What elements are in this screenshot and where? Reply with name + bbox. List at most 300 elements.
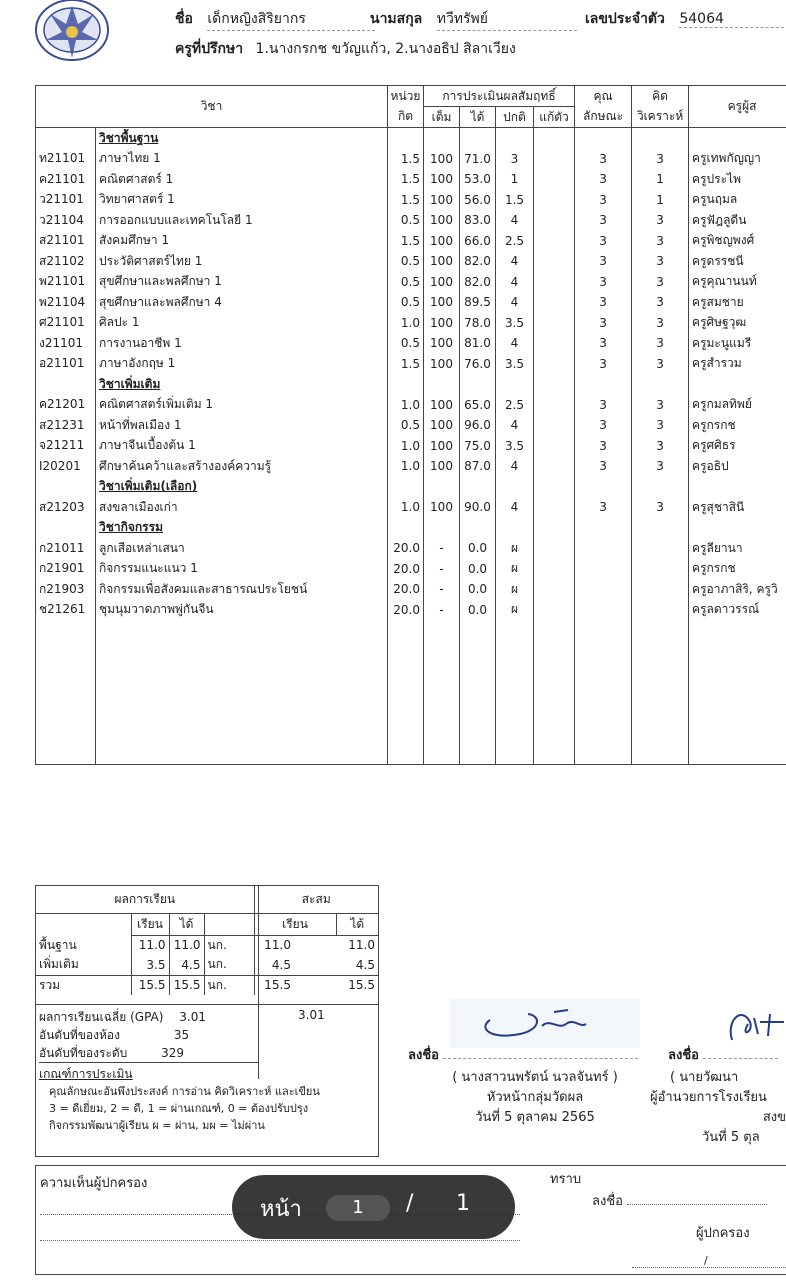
name-label: ชื่อ — [175, 11, 193, 27]
results-heading: ผลการเรียน — [36, 886, 254, 913]
cell-name: หน้าที่พลเมือง 1 — [96, 415, 388, 436]
header-teacher: ครูผู้ส — [689, 86, 786, 128]
cell-grade: 4 — [496, 251, 534, 272]
cell-code: ว21101 — [36, 190, 96, 211]
cell-char: 3 — [575, 190, 632, 211]
cell-code: ก21011 — [36, 538, 96, 559]
cell-credit: 1.0 — [388, 456, 424, 477]
table-row — [36, 190, 786, 211]
cell-code: ง21101 — [36, 333, 96, 354]
criteria-line-1: คุณลักษณะอันพึงประสงค์ การอ่าน คิดวิเคราะห์ และเขียน — [49, 1085, 320, 1098]
cell-grade: 4 — [496, 415, 534, 436]
summary-row — [36, 955, 378, 975]
cell-grade: ผ — [496, 559, 534, 580]
table-row — [36, 169, 786, 190]
section-row — [36, 518, 786, 539]
cell-full: - — [424, 579, 460, 600]
cell-code: จ21211 — [36, 436, 96, 457]
cell-think: 3 — [632, 313, 689, 334]
cell-char — [575, 559, 632, 580]
cell-full: - — [424, 600, 460, 621]
section-title: วิชาพื้นฐาน — [96, 128, 388, 149]
study-heading: เรียน — [131, 913, 169, 935]
cell-fix — [534, 579, 575, 600]
advisor-names: 1.นางกรกช ขวัญแก้ว, 2.นางอธิป สิลาเวียง — [255, 41, 516, 57]
cell-name: ศึกษาค้นคว้าและสร้างองค์ความรู้ — [96, 456, 388, 477]
cell-think: 1 — [632, 190, 689, 211]
acknowledge-label: ทราบ — [550, 1172, 582, 1187]
cell-teacher: ครูศิษฐวุฒ — [689, 313, 786, 334]
cell-got: 0.0 — [460, 559, 496, 580]
cell-credit: 1.5 — [388, 231, 424, 252]
cell-full: 100 — [424, 210, 460, 231]
cell-code: I20201 — [36, 456, 96, 477]
cell-think — [632, 579, 689, 600]
parent-opinion-box: ความเห็นผู้ปกครอง ทราบ ลงชื่อ ผู้ปกครอง / — [35, 1165, 786, 1275]
cell-fix — [534, 210, 575, 231]
summary-box — [35, 885, 379, 1157]
cell-got: 65.0 — [460, 395, 496, 416]
header-credit: หน่วย — [388, 86, 424, 107]
table-row — [36, 600, 786, 621]
grades-table — [35, 85, 786, 765]
cell-teacher: ครูคุณานนท์ — [689, 272, 786, 293]
student-id: 54064 — [679, 11, 786, 28]
cell-code: ศ21101 — [36, 313, 96, 334]
cell-code: ค21201 — [36, 395, 96, 416]
table-row — [36, 210, 786, 231]
cell-think: 3 — [632, 231, 689, 252]
header-thinking: คิด — [632, 86, 689, 107]
left-signer-title: หัวหน้ากลุ่มวัดผล — [486, 1090, 584, 1105]
cell-got: 53.0 — [460, 169, 496, 190]
cell-code: พ21101 — [36, 272, 96, 293]
cell-fix — [534, 600, 575, 621]
summary-rows — [36, 935, 378, 995]
summary-label: พื้นฐาน — [39, 937, 77, 952]
cell-fix — [534, 395, 575, 416]
table-row — [36, 272, 786, 293]
empty-row — [36, 682, 786, 703]
header-fix: แก้ตัว — [534, 107, 575, 128]
cell-name: สงขลาเมืองเก่า — [96, 497, 388, 518]
empty-row — [36, 641, 786, 662]
cell-code: พ21104 — [36, 292, 96, 313]
gpa-cumulative: 3.01 — [298, 1008, 325, 1022]
summary-row — [36, 935, 378, 955]
cell-think: 3 — [632, 333, 689, 354]
section-row — [36, 477, 786, 498]
cell-char: 3 — [575, 149, 632, 170]
cell-fix — [534, 333, 575, 354]
summary-got: 11.0 — [169, 935, 204, 955]
summary-c_got: 15.5 — [336, 975, 378, 995]
advisor-label: ครูที่ปรึกษา — [175, 41, 244, 57]
cell-name: ประวัติศาสตร์ไทย 1 — [96, 251, 388, 272]
student-surname: ทวีทรัพย์ — [437, 8, 577, 31]
cell-teacher: ครูฟัฎลูดีน — [689, 210, 786, 231]
cell-name: คณิตศาสตร์เพิ่มเติม 1 — [96, 395, 388, 416]
summary-unit: นก. — [204, 955, 234, 975]
summary-study: 3.5 — [131, 955, 169, 975]
cell-name: ชุมนุมวาดภาพพู่กันจีน — [96, 600, 388, 621]
cell-got: 78.0 — [460, 313, 496, 334]
cell-code: ว21104 — [36, 210, 96, 231]
cell-code: ก21903 — [36, 579, 96, 600]
cell-fix — [534, 354, 575, 375]
cell-char: 3 — [575, 456, 632, 477]
cell-grade: 4 — [496, 497, 534, 518]
student-name: เด็กหญิงสิริยากร — [207, 8, 375, 31]
cell-char: 3 — [575, 333, 632, 354]
cell-fix — [534, 149, 575, 170]
cell-full: 100 — [424, 313, 460, 334]
page-indicator — [232, 1175, 515, 1239]
cell-think: 3 — [632, 415, 689, 436]
header-character-2: ลักษณะ — [575, 107, 632, 128]
summary-label: รวม — [36, 975, 131, 995]
cell-name: การออกแบบและเทคโนโลยี 1 — [96, 210, 388, 231]
grades-body — [36, 128, 786, 765]
cell-teacher: ครูมะนูแมรี — [689, 333, 786, 354]
cell-credit: 1.0 — [388, 436, 424, 457]
cell-grade: ผ — [496, 538, 534, 559]
cell-char: 3 — [575, 395, 632, 416]
criteria-line-2: 3 = ดีเยี่ยม, 2 = ดี, 1 = ผ่านเกณฑ์, 0 = ต้องปรับปรุง — [49, 1102, 309, 1115]
cell-code: ส21203 — [36, 497, 96, 518]
cell-name: กิจกรรมแนะแนว 1 — [96, 559, 388, 580]
cell-char: 3 — [575, 210, 632, 231]
cell-full: 100 — [424, 251, 460, 272]
header-character: คุณ — [575, 86, 632, 107]
cell-got: 56.0 — [460, 190, 496, 211]
cell-name: ภาษาไทย 1 — [96, 149, 388, 170]
right-signer-title: ผู้อำนวยการโรงเรียน — [650, 1090, 767, 1105]
cell-grade: ผ — [496, 600, 534, 621]
section-title: วิชาเพิ่มเติม(เลือก) — [96, 477, 388, 498]
cell-got: 71.0 — [460, 149, 496, 170]
empty-row — [36, 661, 786, 682]
cell-credit: 0.5 — [388, 251, 424, 272]
cell-name: กิจกรรมเพื่อสังคมและสาธารณประโยชน์ — [96, 579, 388, 600]
cell-char: 3 — [575, 497, 632, 518]
cell-think: 3 — [632, 354, 689, 375]
cell-grade: 2.5 — [496, 231, 534, 252]
cell-grade: 3 — [496, 149, 534, 170]
gpa-value: 3.01 — [179, 1010, 206, 1024]
table-row — [36, 579, 786, 600]
table-row — [36, 251, 786, 272]
cell-credit: 1.5 — [388, 190, 424, 211]
cell-code: ก21901 — [36, 559, 96, 580]
left-signer-date: วันที่ 5 ตุลาคม 2565 — [475, 1110, 595, 1125]
cell-code: ค21101 — [36, 169, 96, 190]
table-row — [36, 415, 786, 436]
table-row — [36, 436, 786, 457]
header-subject: วิชา — [36, 86, 388, 128]
right-signer-title-2: สงข — [762, 1110, 786, 1125]
cell-name: สังคมศึกษา 1 — [96, 231, 388, 252]
table-row — [36, 395, 786, 416]
cell-credit: 1.5 — [388, 169, 424, 190]
header-full: เต็ม — [424, 107, 460, 128]
summary-row — [36, 975, 378, 995]
parent-opinion-label: ความเห็นผู้ปกครอง — [40, 1176, 148, 1191]
level-rank-value: 329 — [161, 1046, 185, 1060]
cell-full: 100 — [424, 333, 460, 354]
cum-got-heading: ได้ — [336, 913, 378, 935]
table-row — [36, 497, 786, 518]
right-signer-date: วันที่ 5 ตุล — [702, 1130, 760, 1145]
cell-got: 0.0 — [460, 538, 496, 559]
cell-got: 90.0 — [460, 497, 496, 518]
cell-grade: 1 — [496, 169, 534, 190]
cell-fix — [534, 538, 575, 559]
table-row — [36, 354, 786, 375]
surname-label: นามสกุล — [370, 11, 423, 27]
cell-code: ช21261 — [36, 600, 96, 621]
table-row — [36, 538, 786, 559]
cell-full: 100 — [424, 497, 460, 518]
summary-c_study: 15.5 — [254, 975, 294, 995]
cell-char: 3 — [575, 436, 632, 457]
cell-name: สุขศึกษาและพลศึกษา 4 — [96, 292, 388, 313]
cell-got: 75.0 — [460, 436, 496, 457]
cell-full: 100 — [424, 354, 460, 375]
summary-study: 11.0 — [131, 935, 169, 955]
criteria-line-3: กิจกรรมพัฒนาผู้เรียน ผ = ผ่าน, มผ = ไม่ผ่าน — [49, 1119, 265, 1132]
cell-code: อ21101 — [36, 354, 96, 375]
cell-char — [575, 579, 632, 600]
cell-full: 100 — [424, 415, 460, 436]
cell-think: 3 — [632, 272, 689, 293]
table-row — [36, 313, 786, 334]
cell-think: 3 — [632, 436, 689, 457]
cell-teacher: ครูประไพ — [689, 169, 786, 190]
cell-think: 3 — [632, 251, 689, 272]
cell-full: 100 — [424, 169, 460, 190]
summary-study: 15.5 — [131, 975, 169, 995]
cell-full: 100 — [424, 149, 460, 170]
class-rank-value: 35 — [173, 1028, 190, 1042]
cell-credit: 1.0 — [388, 497, 424, 518]
right-signer-name: ( นายวัฒนา — [670, 1070, 739, 1085]
cell-credit: 1.0 — [388, 313, 424, 334]
table-row — [36, 149, 786, 170]
page-label: หน้า — [260, 1197, 302, 1222]
cell-name: ศิลปะ 1 — [96, 313, 388, 334]
cell-fix — [534, 251, 575, 272]
class-rank-label: อันดับที่ของห้อง — [39, 1028, 120, 1042]
header-credit-2: กิต — [388, 107, 424, 128]
cell-grade: ผ — [496, 579, 534, 600]
table-row — [36, 333, 786, 354]
cell-credit: 20.0 — [388, 538, 424, 559]
cell-teacher: ครูศศิธร — [689, 436, 786, 457]
cell-teacher: ครูพิชญพงศ์ — [689, 231, 786, 252]
cell-code: ส21102 — [36, 251, 96, 272]
cell-full: 100 — [424, 272, 460, 293]
cell-teacher: ครูสุชาสินี — [689, 497, 786, 518]
cell-char: 3 — [575, 231, 632, 252]
cell-name: ภาษาจีนเบื้องต้น 1 — [96, 436, 388, 457]
cell-got: 66.0 — [460, 231, 496, 252]
cell-think: 3 — [632, 149, 689, 170]
summary-got: 15.5 — [169, 975, 204, 995]
cell-credit: 20.0 — [388, 579, 424, 600]
cell-full: - — [424, 538, 460, 559]
cell-teacher: ครูลียานา — [689, 538, 786, 559]
sign-label-right: ลงชื่อ — [668, 1048, 699, 1063]
gpa-label: ผลการเรียนเฉลี่ย (GPA) — [39, 1010, 164, 1024]
cell-grade: 1.5 — [496, 190, 534, 211]
cell-grade: 4 — [496, 292, 534, 313]
cell-name: การงานอาชีพ 1 — [96, 333, 388, 354]
got-heading: ได้ — [169, 913, 204, 935]
cell-grade: 4 — [496, 333, 534, 354]
cell-credit: 20.0 — [388, 600, 424, 621]
section-row — [36, 128, 786, 149]
cell-got: 83.0 — [460, 210, 496, 231]
cell-credit: 0.5 — [388, 210, 424, 231]
cell-fix — [534, 190, 575, 211]
cell-credit: 1.5 — [388, 149, 424, 170]
cell-think: 3 — [632, 395, 689, 416]
school-logo — [32, 0, 112, 68]
cell-grade: 4 — [496, 272, 534, 293]
cell-got: 96.0 — [460, 415, 496, 436]
header-got: ได้ — [460, 107, 496, 128]
signature-right — [718, 1000, 786, 1050]
cell-name: ลูกเสือเหล่าเสนา — [96, 538, 388, 559]
cell-think: 3 — [632, 292, 689, 313]
summary-label: เพิ่มเติม — [39, 957, 79, 972]
cell-full: 100 — [424, 292, 460, 313]
cell-char: 3 — [575, 415, 632, 436]
cell-grade: 3.5 — [496, 354, 534, 375]
cell-name: วิทยาศาสตร์ 1 — [96, 190, 388, 211]
cell-full: 100 — [424, 436, 460, 457]
criteria-title: เกณฑ์การประเมิน — [39, 1067, 133, 1081]
section-row — [36, 374, 786, 395]
cell-full: 100 — [424, 231, 460, 252]
table-row — [36, 231, 786, 252]
cell-grade: 3.5 — [496, 436, 534, 457]
cum-study-heading: เรียน — [254, 913, 336, 935]
cumulative-heading: สะสม — [254, 886, 378, 913]
cell-grade: 4 — [496, 210, 534, 231]
cell-full: 100 — [424, 395, 460, 416]
page-number-input[interactable]: 1 — [326, 1195, 390, 1221]
cell-think: 3 — [632, 210, 689, 231]
cell-got: 87.0 — [460, 456, 496, 477]
cell-teacher: ครูดรรชนี — [689, 251, 786, 272]
page-total: 1 — [456, 1191, 470, 1216]
cell-credit: 0.5 — [388, 333, 424, 354]
cell-credit: 0.5 — [388, 272, 424, 293]
cell-fix — [534, 559, 575, 580]
cell-fix — [534, 313, 575, 334]
summary-c_study: 4.5 — [271, 957, 291, 972]
cell-got: 82.0 — [460, 272, 496, 293]
cell-grade: 4 — [496, 456, 534, 477]
table-row — [36, 456, 786, 477]
empty-row — [36, 702, 786, 723]
cell-full: 100 — [424, 190, 460, 211]
cell-teacher: ครูอาภาสิริ, ครูวิ — [689, 579, 786, 600]
cell-fix — [534, 456, 575, 477]
cell-char — [575, 600, 632, 621]
cell-teacher: ครูอธิป — [689, 456, 786, 477]
cell-teacher: ครูกรกช — [689, 559, 786, 580]
cell-think: 3 — [632, 456, 689, 477]
cell-teacher: ครูเทพกัญญา — [689, 149, 786, 170]
cell-credit: 1.0 — [388, 395, 424, 416]
cell-char: 3 — [575, 313, 632, 334]
summary-unit: นก. — [204, 975, 234, 995]
cell-teacher: ครูสำรวม — [689, 354, 786, 375]
cell-got: 0.0 — [460, 579, 496, 600]
cell-fix — [534, 272, 575, 293]
cell-got: 81.0 — [460, 333, 496, 354]
cell-char: 3 — [575, 292, 632, 313]
cell-credit: 1.5 — [388, 354, 424, 375]
cell-char: 3 — [575, 272, 632, 293]
empty-row — [36, 723, 786, 744]
cell-think — [632, 559, 689, 580]
cell-fix — [534, 497, 575, 518]
cell-name: ภาษาอังกฤษ 1 — [96, 354, 388, 375]
cell-grade: 2.5 — [496, 395, 534, 416]
cell-name: สุขศึกษาและพลศึกษา 1 — [96, 272, 388, 293]
parent-sign-label: ลงชื่อ — [592, 1194, 623, 1209]
cell-grade: 3.5 — [496, 313, 534, 334]
cell-teacher: ครูกรกช — [689, 415, 786, 436]
summary-got: 4.5 — [169, 955, 204, 975]
cell-char: 3 — [575, 251, 632, 272]
cell-think — [632, 538, 689, 559]
page-separator: / — [406, 1191, 414, 1216]
summary-unit: นก. — [204, 935, 234, 955]
header-assessment: การประเมินผลสัมฤทธิ์ — [424, 86, 575, 107]
cell-fix — [534, 292, 575, 313]
cell-credit: 0.5 — [388, 415, 424, 436]
cell-think: 1 — [632, 169, 689, 190]
cell-fix — [534, 231, 575, 252]
cell-teacher: ครูนฤมล — [689, 190, 786, 211]
cell-credit: 0.5 — [388, 292, 424, 313]
header-normal: ปกติ — [496, 107, 534, 128]
cell-code: ท21101 — [36, 149, 96, 170]
cell-got: 0.0 — [460, 600, 496, 621]
cell-char: 3 — [575, 354, 632, 375]
cell-fix — [534, 415, 575, 436]
empty-row — [36, 620, 786, 641]
signature-left — [450, 998, 640, 1048]
cell-full: 100 — [424, 456, 460, 477]
section-title: วิชากิจกรรม — [96, 518, 388, 539]
cell-char — [575, 538, 632, 559]
cell-char: 3 — [575, 169, 632, 190]
sign-label-left: ลงชื่อ — [408, 1048, 439, 1063]
cell-think: 3 — [632, 497, 689, 518]
level-rank-label: อันดับที่ของระดับ — [39, 1046, 128, 1060]
summary-c_got: 11.0 — [348, 938, 375, 953]
cell-code: ส21231 — [36, 415, 96, 436]
parent-label: ผู้ปกครอง — [696, 1226, 750, 1241]
section-title: วิชาเพิ่มเติม — [96, 374, 388, 395]
cell-code: ส21101 — [36, 231, 96, 252]
